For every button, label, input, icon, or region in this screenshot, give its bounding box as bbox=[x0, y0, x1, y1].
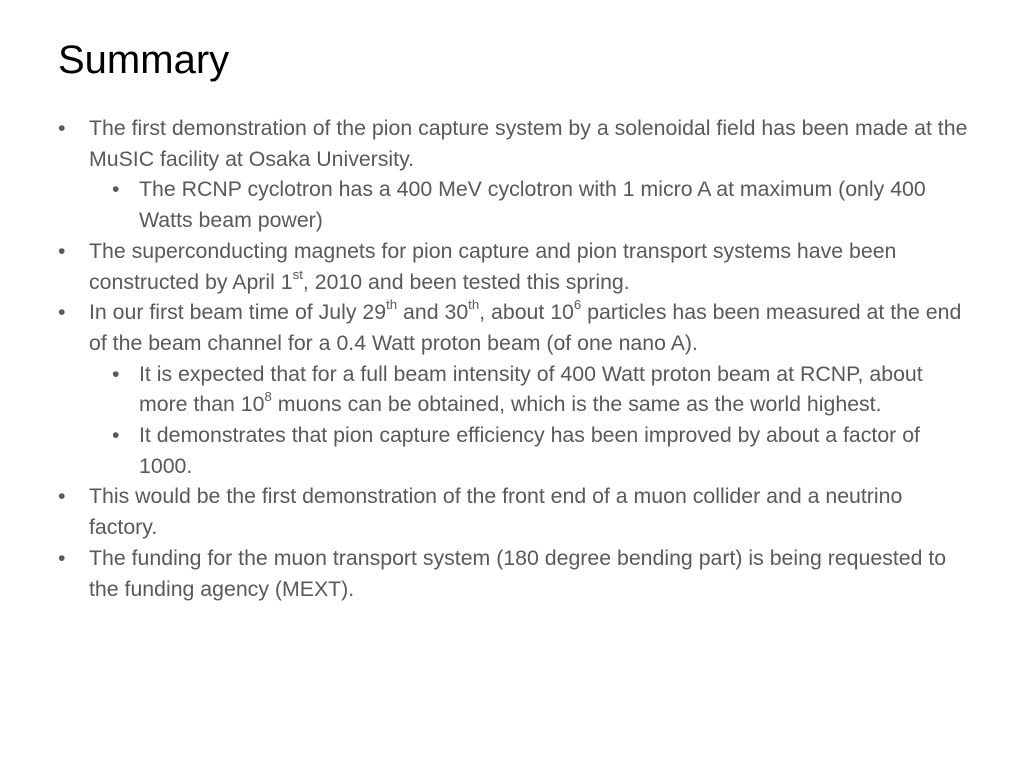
bullet-text: The superconducting magnets for pion capture and pion transport systems have been constructed by April 1 bbox=[89, 238, 897, 294]
bullet-item bbox=[58, 543, 970, 604]
bullet-text: It is expected that for a full beam intensity of 400 Watt proton beam at RCNP, about more than 10 bbox=[139, 361, 923, 417]
bullet-text: This would be the first demonstration of the front end of a muon collider and a neutrino factory. bbox=[89, 484, 903, 540]
bullet-dot-icon: • bbox=[112, 177, 120, 202]
bullet-text: The first demonstration of the pion capture system by a solenoidal field has been made at the MuSIC facility at Osaka University. bbox=[89, 116, 968, 171]
bullet-dot-icon: • bbox=[58, 238, 66, 263]
sub-bullet-item bbox=[58, 420, 970, 481]
superscript: 8 bbox=[264, 389, 272, 405]
superscript: th bbox=[468, 297, 480, 313]
bullet-text: , about 10 bbox=[479, 300, 574, 325]
slide-title: Summary bbox=[58, 38, 230, 82]
bullet-dot-icon: • bbox=[58, 116, 66, 140]
superscript: th bbox=[386, 297, 398, 313]
bullet-item bbox=[58, 481, 970, 542]
bullet-dot-icon: • bbox=[112, 361, 120, 386]
bullet-text: It demonstrates that pion capture efficiency has been improved by about a factor of 1000. bbox=[139, 423, 920, 478]
bullet-text: and 30 bbox=[397, 300, 469, 325]
bullet-dot-icon: • bbox=[58, 484, 66, 509]
bullet-item bbox=[58, 297, 970, 358]
bullet-dot-icon: • bbox=[112, 423, 120, 448]
bullet-dot-icon: • bbox=[58, 545, 66, 570]
superscript: st bbox=[292, 266, 303, 282]
bullet-text: The RCNP cyclotron has a 400 MeV cyclotron with 1 micro A at maximum (only 400 Watts beam power) bbox=[139, 177, 926, 233]
bullet-text: muons can be obtained, which is the same as the world highest. bbox=[271, 392, 882, 417]
bullet-dot-icon: • bbox=[58, 300, 66, 325]
bullet-text: particles has been measured at the end of the beam channel for a 0.4 Watt proton beam (of one nano A). bbox=[89, 300, 962, 355]
bullet-text: The funding for the muon transport system (180 degree bending part) is being requested to the funding agency (MEXT). bbox=[89, 545, 947, 601]
bullet-list bbox=[58, 113, 970, 604]
bullet-item bbox=[58, 113, 970, 174]
sub-bullet-item bbox=[58, 359, 970, 420]
bullet-item bbox=[58, 236, 970, 297]
sub-bullet-item bbox=[58, 174, 970, 235]
superscript: 6 bbox=[573, 297, 582, 313]
bullet-text: In our first beam time of July 29 bbox=[89, 300, 387, 325]
bullet-text: , 2010 and been tested this spring. bbox=[302, 269, 630, 294]
